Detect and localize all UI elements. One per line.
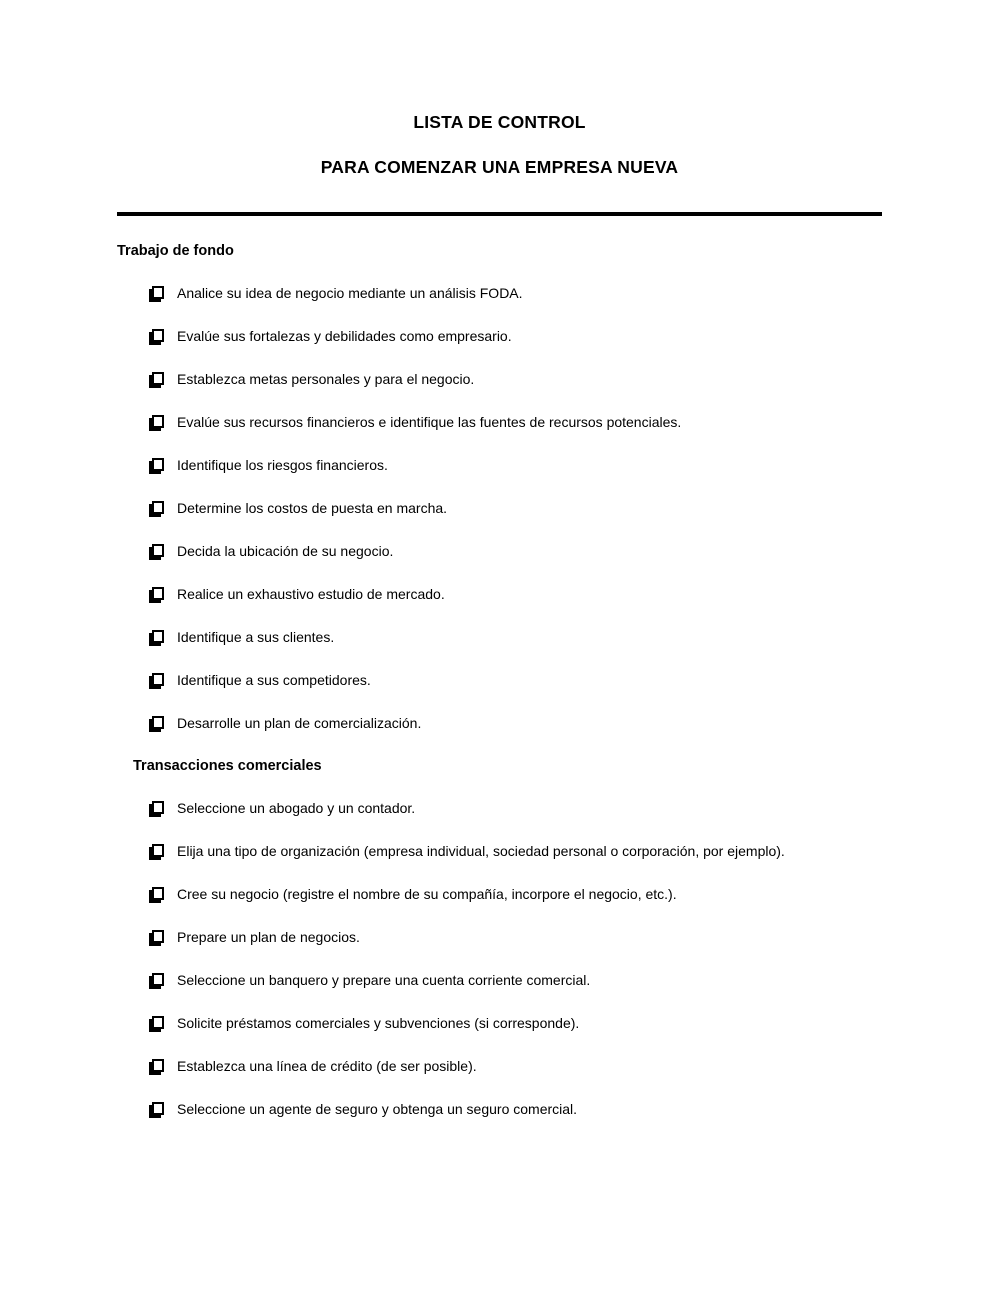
title-divider-rule [117,212,882,216]
section-heading: Transacciones comerciales [133,758,322,774]
checkbox-unchecked-icon [152,887,164,900]
checklist-item [117,799,882,818]
checkbox-unchecked-icon [152,501,164,514]
checklist-item [117,1014,882,1033]
checklist-item [117,1057,882,1076]
checklist-section [117,757,882,1119]
checkbox-unchecked-icon [152,1016,164,1029]
checklist-item-label: Desarrolle un plan de comercialización. [177,715,422,731]
checklist-item [117,499,882,518]
checklist [117,284,882,733]
checklist-item-label: Decida la ubicación de su negocio. [177,543,394,559]
checklist-item-label: Solicite préstamos comerciales y subvenciones (si corresponde). [177,1015,580,1031]
checkbox-unchecked-icon [152,458,164,471]
checklist-item-label: Identifique a sus clientes. [177,629,335,645]
checklist-item [117,413,882,432]
checkbox-unchecked-icon [152,286,164,299]
checklist-item [117,327,882,346]
checkbox-unchecked-icon [152,544,164,557]
checklist-item [117,885,882,904]
checkbox-unchecked-icon [152,372,164,385]
checklist-item-label: Identifique los riesgos financieros. [177,457,388,473]
checklist-item [117,284,882,303]
checklist-item-label: Seleccione un agente de seguro y obtenga un seguro comercial. [177,1101,578,1117]
checklist-item [117,585,882,604]
checklist-item [117,671,882,690]
checklist-item [117,842,882,861]
checkbox-unchecked-icon [152,673,164,686]
checklist-item [117,456,882,475]
checklist-item-label: Evalúe sus recursos financieros e identifique las fuentes de recursos potenciales. [177,414,682,430]
checklist-item [117,714,882,733]
checklist-item [117,928,882,947]
checkbox-unchecked-icon [152,587,164,600]
section-heading: Trabajo de fondo [117,243,234,259]
checklist-item-label: Establezca metas personales y para el negocio. [177,371,475,387]
checkbox-unchecked-icon [152,801,164,814]
checklist-item [117,971,882,990]
checkbox-unchecked-icon [152,716,164,729]
checkbox-unchecked-icon [152,630,164,643]
document-title-line2: PARA COMENZAR UNA EMPRESA NUEVA [320,157,679,177]
checklist-section [117,242,882,733]
checklist-item [117,542,882,561]
checklist-item-label: Analice su idea de negocio mediante un análisis FODA. [177,285,523,301]
checklist-item-label: Seleccione un banquero y prepare una cuenta corriente comercial. [177,972,591,988]
checklist-item-label: Prepare un plan de negocios. [177,929,360,945]
document-header [117,0,882,178]
checklist-item-label: Establezca una línea de crédito (de ser posible). [177,1058,477,1074]
checklist-sections-container [117,242,882,1119]
checkbox-unchecked-icon [152,1102,164,1115]
checkbox-unchecked-icon [152,930,164,943]
checklist-item-label: Seleccione un abogado y un contador. [177,800,416,816]
checklist-item-label: Elija una tipo de organización (empresa individual, sociedad personal o corporación, por ejemplo). [177,843,785,859]
checkbox-unchecked-icon [152,415,164,428]
checklist-item [117,370,882,389]
checklist-item-label: Evalúe sus fortalezas y debilidades como empresario. [177,328,512,344]
checklist-item-label: Cree su negocio (registre el nombre de su compañía, incorpore el negocio, etc.). [177,886,677,902]
checklist-item-label: Determine los costos de puesta en marcha. [177,500,448,516]
checkbox-unchecked-icon [152,844,164,857]
checkbox-unchecked-icon [152,329,164,342]
checklist [117,799,882,1119]
checkbox-unchecked-icon [152,1059,164,1072]
document-title-line1: LISTA DE CONTROL [413,112,586,132]
checklist-item-label: Realice un exhaustivo estudio de mercado. [177,586,445,602]
checklist-item [117,1100,882,1119]
checkbox-unchecked-icon [152,973,164,986]
checklist-item [117,628,882,647]
checklist-item-label: Identifique a sus competidores. [177,672,371,688]
